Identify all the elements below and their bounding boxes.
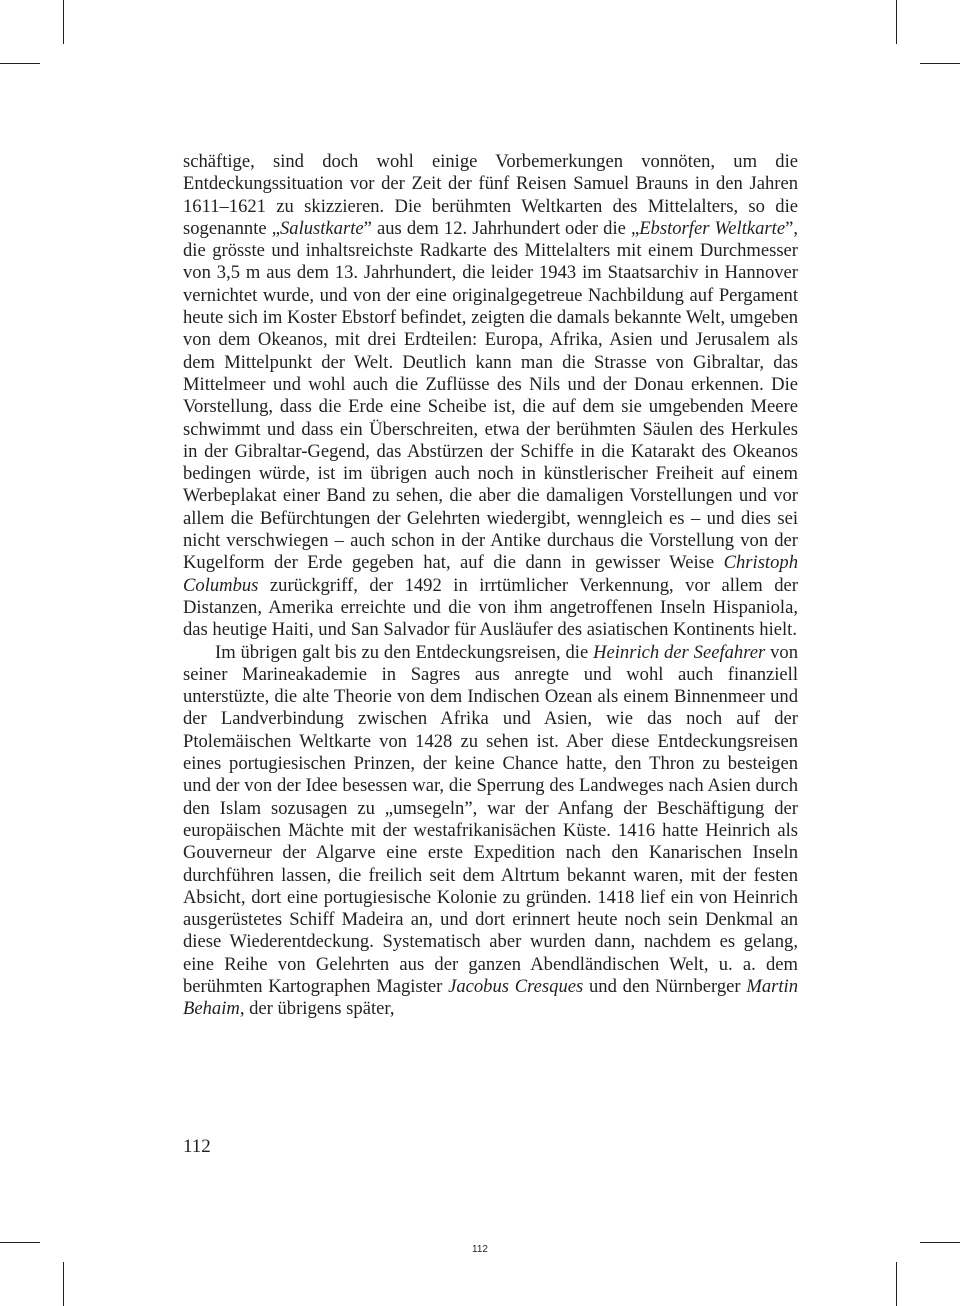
italic-text-run: Ebstorfer Weltkarte bbox=[639, 217, 786, 239]
paragraph bbox=[183, 642, 798, 1021]
crop-mark-top-left bbox=[63, 0, 64, 44]
text-run: ” aus dem 12. Jahrhundert oder die „ bbox=[363, 217, 640, 239]
italic-text-run: Salustkarte bbox=[279, 217, 364, 239]
crop-mark-bottom-left bbox=[0, 1242, 40, 1243]
page-number: 112 bbox=[183, 1136, 211, 1157]
paragraph bbox=[183, 151, 798, 642]
italic-text-run: Martin Behaim bbox=[183, 975, 798, 1020]
italic-text-run: Christoph Columbus bbox=[183, 552, 798, 596]
text-run: schäftige, sind doch wohl einige Vorbemerkungen vonnöten, um die Entdeckungssituation vor der Zeit der fünf Reisen Samuel Brauns in den Jahren 1611–1621 zu skizzieren. Die berühmten Weltkarten des Mittelalters, so die sogenannte „ bbox=[183, 151, 798, 239]
slug-page-number: 112 bbox=[472, 1244, 488, 1255]
text-run: ”, die grösste und inhaltsreichste Radkarte des Mittelalters mit einem Durchmesser von 3,5 m aus dem 13. Jahrhundert, die leider 1943 im Staatsarchiv in Hannover vernichtet wurde, und von der eine originalgegetreue Nachbildung auf Pergament heute sich im Koster Ebstorf befindet, zeigten die damals bekannte Welt, umgeben von dem Okeanos, mit drei Erdteilen: Europa, Afrika, Asien und Jerusalem als dem Mittelpunkt der Welt. Deutlich kann man die Strasse von Gibraltar, das Mittelmeer und wohl auch die Zuflüsse des Nils und der Donau erkennen. Die Vorstellung, dass die Erde eine Scheibe ist, die auf dem sie umgebenden Meere schwimmt und dass ein Überschreiten, etwa der berühmten Säulen des Herkules in der Gibraltar-Gegend, das Abstürzen der Schiffe in die Katarakt des Okeanos bedingen würde, ist im übrigen auch noch in künstlerischer Freiheit auf einem Werbeplakat einer Band zu sehen, die aber die damaligen Vorstellungen und vor allem die Befürchtungen der Gelehrten wiedergibt, wenngleich es – und dies sei nicht verschwiegen – auch schon in der Antike durchaus die Vorstellung von der Kugelform der Erde gegeben hat, auf die dann in gewisser Weise bbox=[183, 217, 798, 574]
text-run: Im übrigen galt bis zu den Entdeckungsreisen, die bbox=[215, 641, 594, 663]
crop-mark-bottom-right bbox=[920, 1242, 960, 1243]
crop-mark-bottom-left bbox=[63, 1262, 64, 1306]
crop-mark-top-left bbox=[0, 63, 40, 64]
italic-text-run: Jacobus Cresques bbox=[448, 975, 584, 997]
body-text bbox=[183, 151, 798, 1021]
crop-mark-top-right bbox=[920, 63, 960, 64]
crop-mark-bottom-right bbox=[896, 1262, 897, 1306]
text-run: von seiner Marineakademie in Sagres aus anregte und wohl auch finanziell unterstüzte, die alte Theorie von dem Indischen Ozean als einem Binnenmeer und der Landverbindung zwischen Afrika und Asien, wie das noch auf der Ptolemäischen Weltkarte von 1428 zu sehen ist. Aber diese Entdeckungsreisen eines portugiesischen Prinzen, der keine Chance hatte, den Thron zu besteigen und der von der Idee besessen war, die Sperrung des Landweges nach Asien durch den Islam sozusagen zu „umsegeln”, war der Anfang der Beschäftigung der europäischen Mächte mit der westafrikanisächen Küste. 1416 hatte Heinrich als Gouverneur der Algarve eine erste Expedition nach den Kanarischen Inseln durchführen lassen, die freilich seit dem Altrtum bekannt waren, mit der festen Absicht, dort eine portugiesische Kolonie zu gründen. 1418 lief ein von Heinrich ausgerüstetes Schiff Madeira an, und dort erinnert heute noch sein Denkmal an diese Wiederentdeckung. Systematisch aber wurden dann, nachdem es gelang, eine Reihe von Gelehrten aus der ganzen Abendländischen Welt, u. a. dem berühmten Kartographen Magister bbox=[183, 641, 798, 997]
text-run: , der übrigens später, bbox=[239, 998, 395, 1020]
text-run: zurückgriff, der 1492 in irrtümlicher Verkennung, vor allem der Distanzen, Amerika erreichte und die von ihm angetroffenen Inseln Hispaniola, das heutige Haiti, und San Salvador für Ausläufer des asiatischen Kontinents hielt. bbox=[183, 574, 798, 641]
italic-text-run: Heinrich der Seefahrer bbox=[593, 641, 766, 663]
text-run: und den Nürnberger bbox=[583, 975, 747, 997]
crop-mark-top-right bbox=[896, 0, 897, 44]
